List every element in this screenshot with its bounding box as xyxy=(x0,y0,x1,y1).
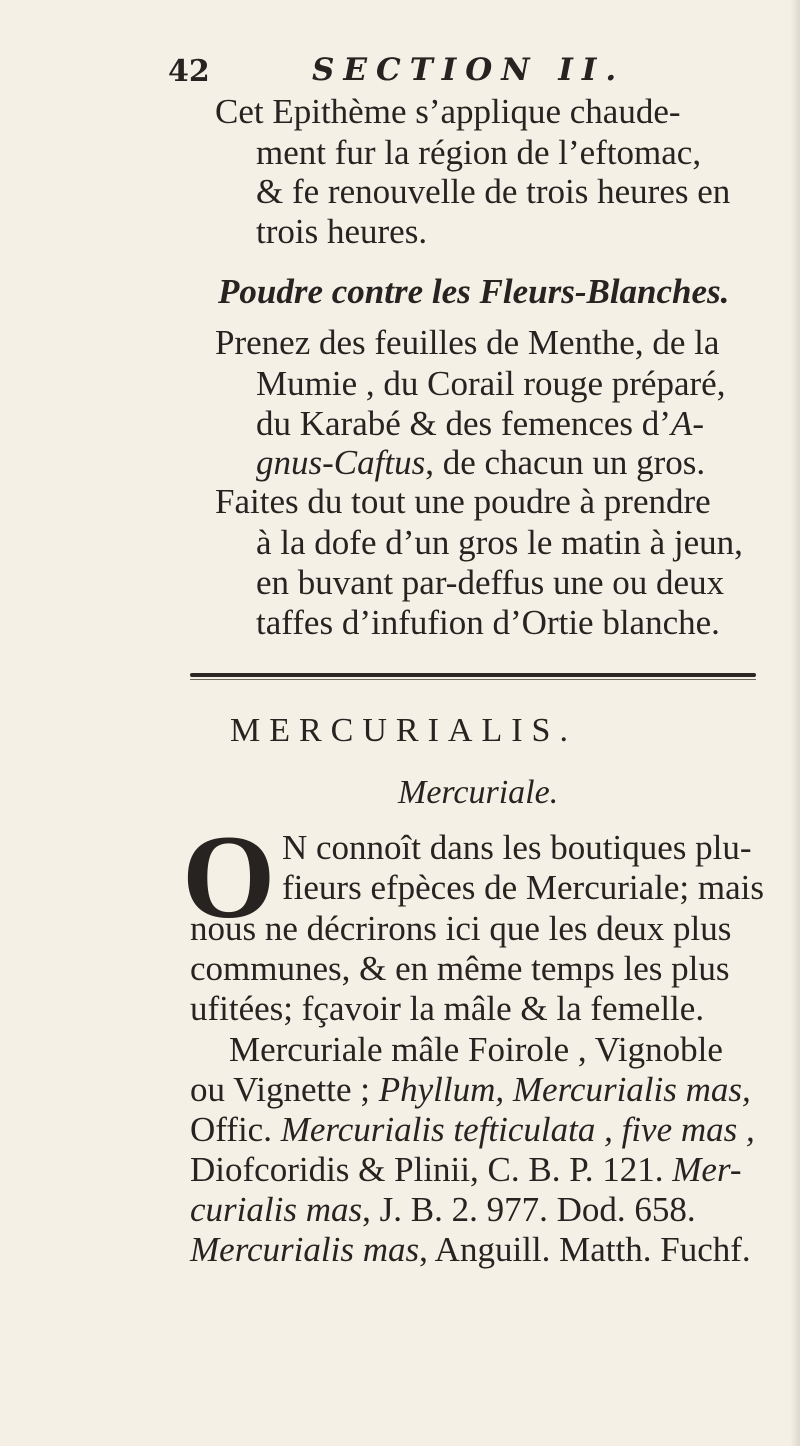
text-roman: Diofcoridis & Plinii, C. B. P. 121. xyxy=(190,1150,664,1189)
text-line xyxy=(190,1070,751,1110)
text-italic: Phyllum, Mercurialis mas, xyxy=(378,1070,751,1109)
recipe-heading: Poudre contre les Fleurs-Blanches. xyxy=(218,272,730,311)
text-italic: Mercurialis mas xyxy=(190,1230,420,1269)
text-line: trois heures. xyxy=(256,212,428,251)
running-head: SECTION II. xyxy=(312,52,626,88)
text-roman: , Anguill. Matth. Fuchf. xyxy=(419,1230,751,1269)
text-roman: du Karabé & des femences d’ xyxy=(256,404,671,443)
text-roman: , de chacun un gros. xyxy=(425,443,706,482)
text-line: N connoît dans les boutiques plu- xyxy=(282,828,752,867)
text-line: nous ne décrirons ici que les deux plus xyxy=(190,909,732,948)
text-italic: gnus-Caftus xyxy=(256,443,426,482)
section-subtitle: Mercuriale. xyxy=(398,774,559,811)
page-header xyxy=(0,52,800,92)
text-roman: , J. B. 2. 977. Dod. 658. xyxy=(362,1190,696,1229)
text-line: & fe renouvelle de trois heures en xyxy=(256,172,731,211)
text-roman: Offic. xyxy=(190,1110,272,1149)
page-number: 42 xyxy=(168,54,210,89)
text-line xyxy=(256,443,705,483)
text-roman: ou Vignette ; xyxy=(190,1070,371,1109)
text-line xyxy=(190,1150,742,1190)
text-line: Mumie , du Corail rouge préparé, xyxy=(256,364,726,403)
text-line: en buvant par-deffus une ou deux xyxy=(256,563,725,602)
section-divider xyxy=(190,673,756,677)
text-line: à la dofe d’un gros le matin à jeun, xyxy=(256,523,743,562)
text-italic: curialis mas xyxy=(190,1190,363,1229)
section-divider-thin xyxy=(190,679,756,680)
text-line: Prenez des feuilles de Menthe, de la xyxy=(215,323,720,362)
text-italic: A- xyxy=(670,404,705,443)
text-line: Faites du tout une poudre à prendre xyxy=(215,482,711,521)
text-line: Cet Epithème s’applique chaude- xyxy=(215,92,681,131)
text-line: communes, & en même temps les plus xyxy=(190,949,730,988)
text-line: taffes d’infufion d’Ortie blanche. xyxy=(256,603,720,642)
drop-cap: O xyxy=(182,810,276,943)
text-line: Mercuriale mâle Foirole , Vignoble xyxy=(229,1030,723,1069)
section-title: MERCURIALIS. xyxy=(230,712,577,749)
text-line xyxy=(190,1190,696,1230)
text-italic: Mer- xyxy=(672,1150,742,1189)
text-italic: Mercurialis tefticulata , five mas , xyxy=(280,1110,755,1149)
page-edge-shadow xyxy=(790,0,800,1446)
text-line: fieurs efpèces de Mercuriale; mais xyxy=(282,868,764,907)
text-line: ufitées; fçavoir la mâle & la femelle. xyxy=(190,989,705,1028)
text-line: ment fur la région de l’eftomac, xyxy=(256,133,702,172)
text-line xyxy=(256,404,704,444)
text-line xyxy=(190,1230,751,1270)
text-line xyxy=(190,1110,755,1150)
